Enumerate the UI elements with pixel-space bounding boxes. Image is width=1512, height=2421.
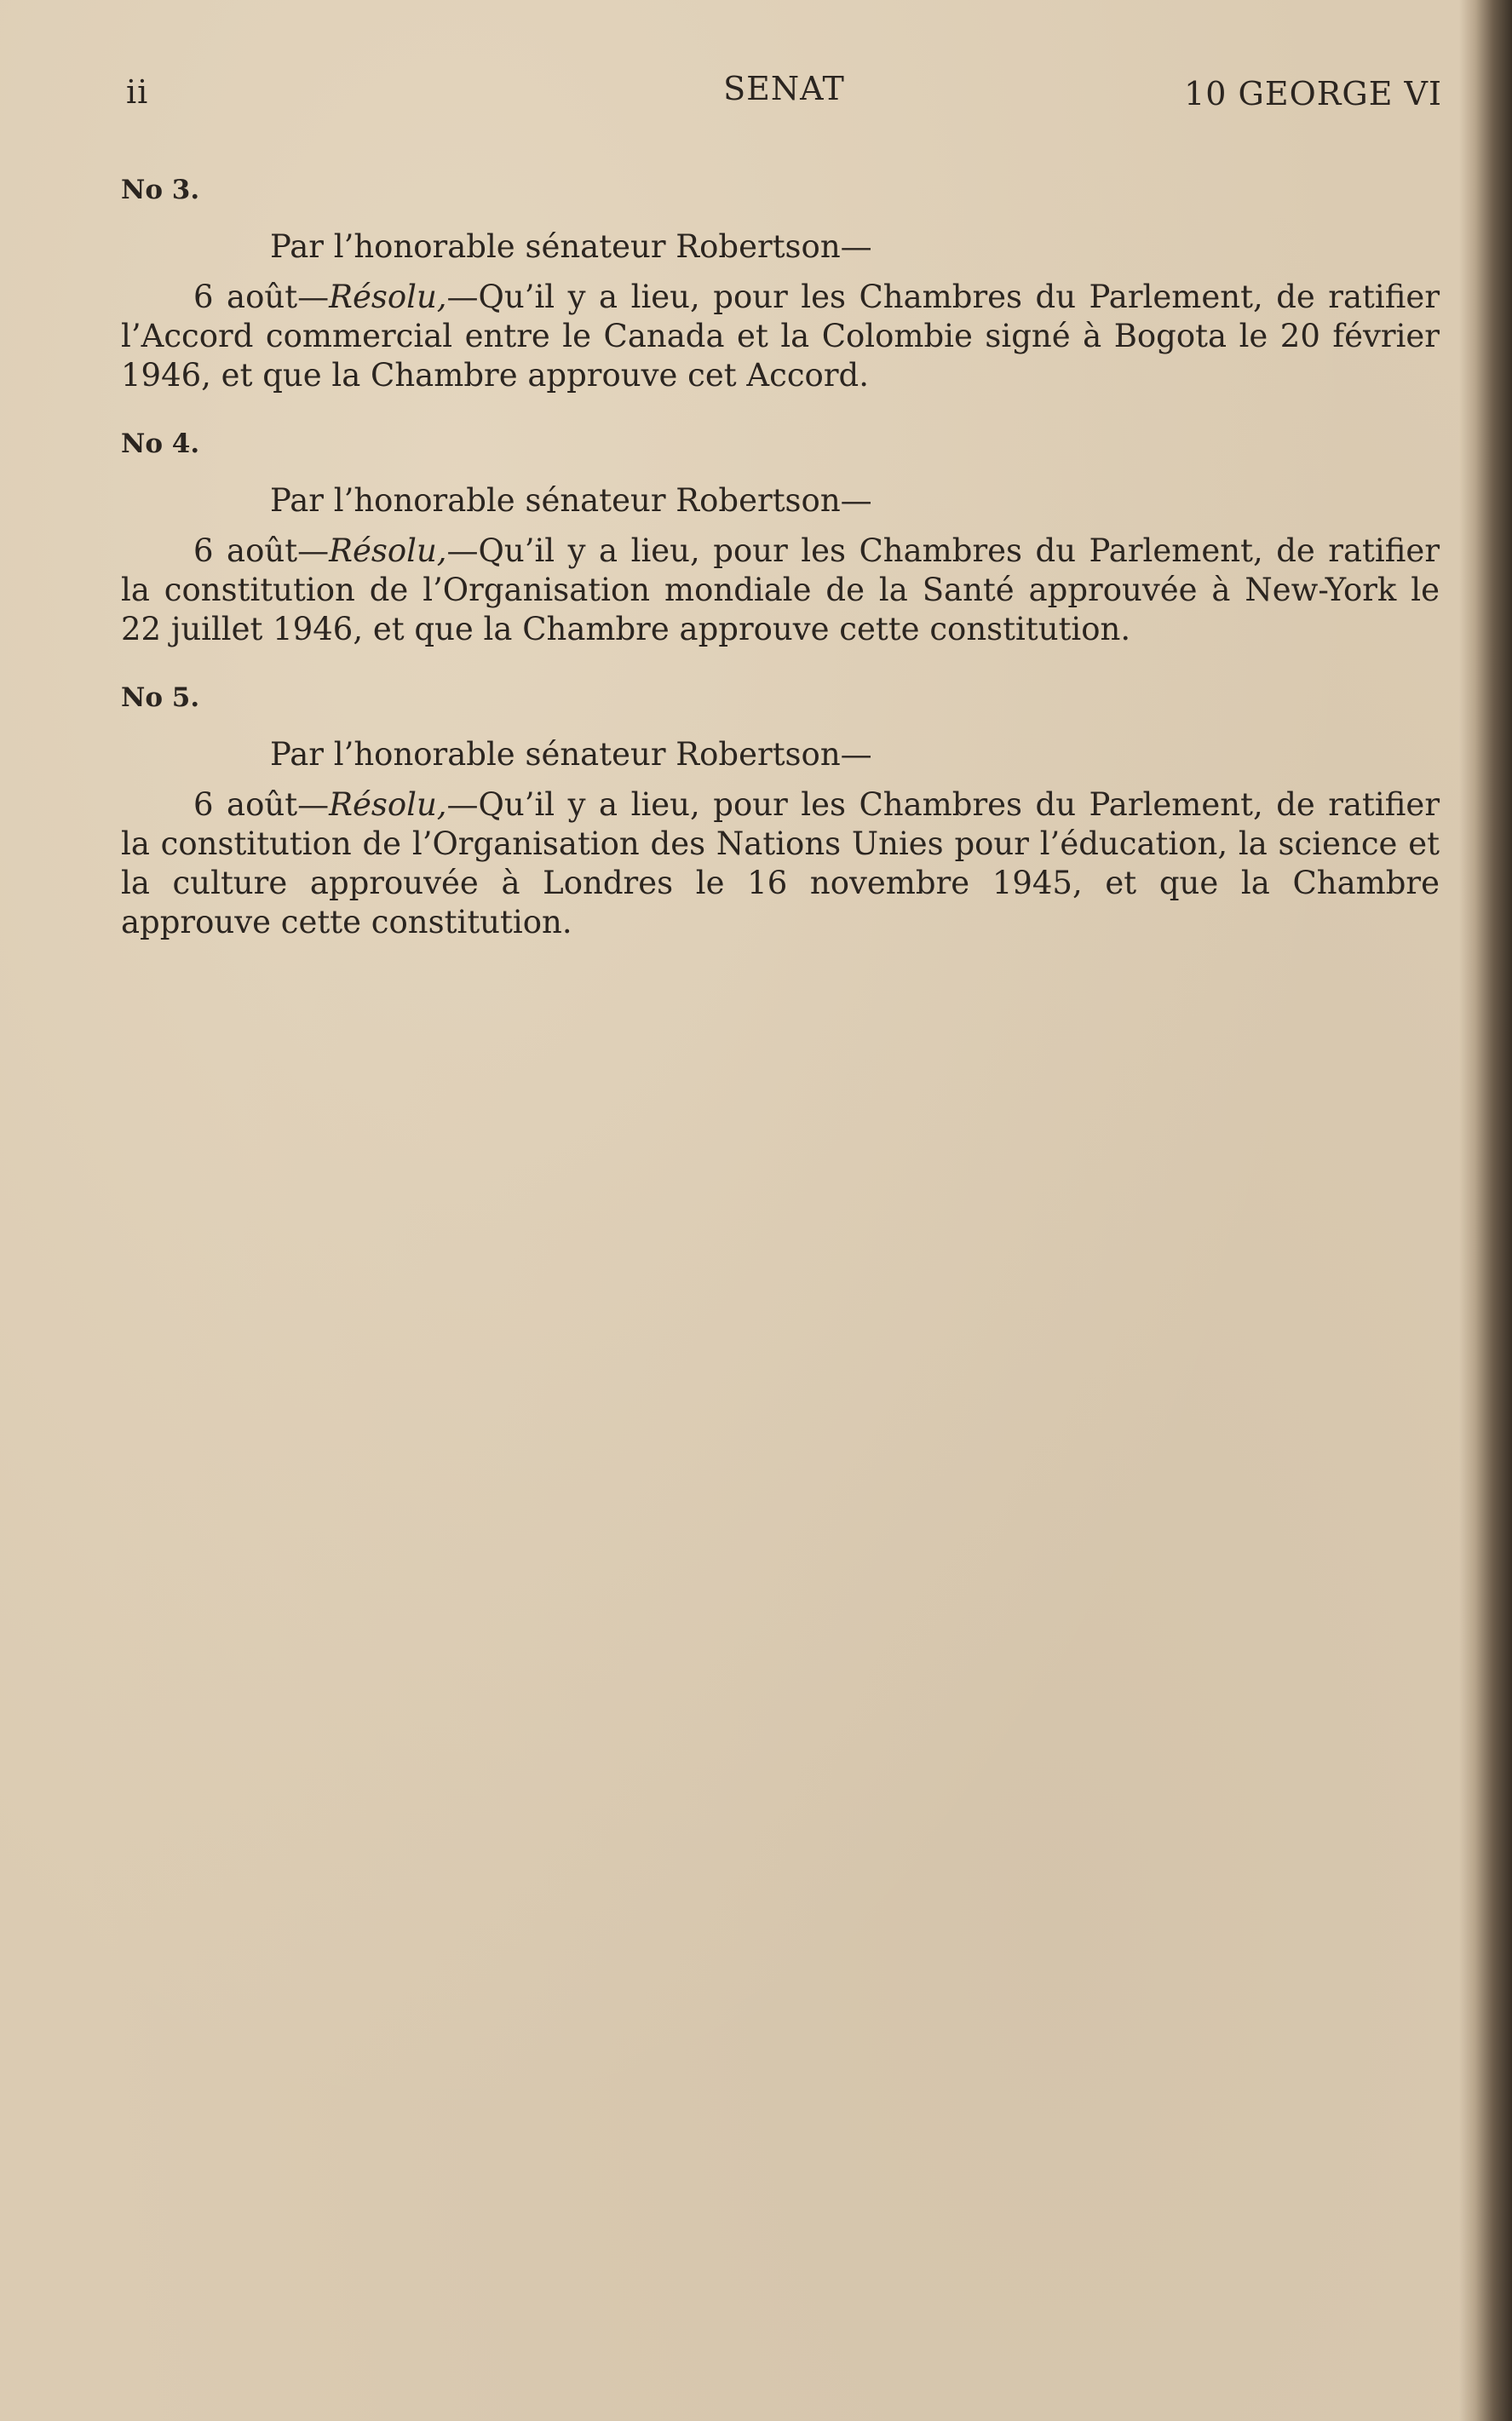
resolution-date: 6 août— <box>193 279 330 315</box>
resolved-label: Résolu, <box>329 786 447 823</box>
page-number: ii <box>126 73 149 111</box>
resolution-body: —Qu’il y a lieu, pour les Chambres du Parlement, de ratifier la constitution de l’Organisation des Nations Unies pour l’éducation, la science et la culture approuvée à Londres le 16 novembre 1945, et que la Chambre approuve cette constitution. <box>121 786 1440 940</box>
motion-entry <box>121 170 1440 395</box>
mover-line: Par l’honorable sénateur Robertson— <box>270 482 872 519</box>
resolved-label: Résolu, <box>329 532 447 569</box>
mover-line: Par l’honorable sénateur Robertson— <box>270 736 872 773</box>
resolution-date: 6 août— <box>193 532 330 569</box>
resolved-label: Résolu, <box>329 279 447 315</box>
resolution-text <box>121 785 1440 942</box>
page-title: SENAT <box>723 70 845 107</box>
resolution-body: —Qu’il y a lieu, pour les Chambres du Parlement, de ratifier la constitution de l’Organisation mondiale de la Santé approuvée à New-York le 22 juillet 1946, et que la Chambre approuve cette constitution. <box>121 532 1440 647</box>
book-spine-shadow <box>1459 0 1512 2421</box>
mover-line: Par l’honorable sénateur Robertson— <box>270 228 872 265</box>
resolution-date: 6 août— <box>193 786 330 823</box>
resolution-text <box>121 532 1440 649</box>
document-body <box>121 170 1440 971</box>
regnal-year: 10 GEORGE VI <box>1184 75 1442 112</box>
resolution-text <box>121 278 1440 395</box>
page-header <box>126 70 1442 118</box>
motion-entry <box>121 424 1440 649</box>
entry-number: No 5. <box>121 682 200 713</box>
resolution-body: —Qu’il y a lieu, pour les Chambres du Parlement, de ratifier l’Accord commercial entre le Canada et la Colombie signé à Bogota le 20 février 1946, et que la Chambre approuve cet Accord. <box>121 279 1440 394</box>
entry-number: No 4. <box>121 428 200 459</box>
motion-entry <box>121 678 1440 942</box>
entry-number: No 3. <box>121 175 200 205</box>
